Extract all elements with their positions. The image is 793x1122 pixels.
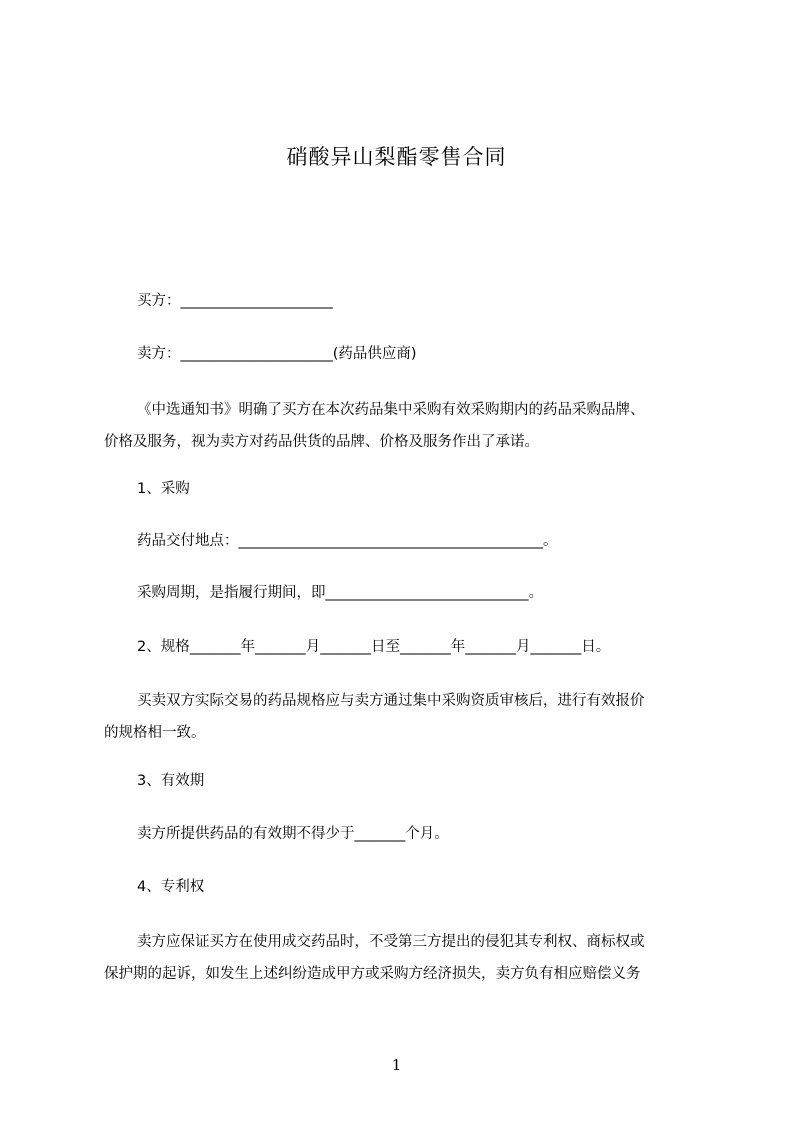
section-2-heading: 2、规格_______年_______月_______日至_______年_______月_______日。 — [137, 639, 611, 655]
section-3-heading: 3、有效期 — [137, 773, 205, 789]
page-number: 1 — [391, 1056, 402, 1074]
buyer-line: 买方：_____________________ — [137, 293, 333, 309]
spec-paragraph — [104, 685, 694, 749]
section-1-heading: 1、采购 — [137, 481, 190, 497]
spec-line-1: 买卖双方实际交易的药品规格应与卖方通过集中采购资质审核后，进行有效报价 — [137, 693, 645, 709]
intro-line-1: 《中选通知书》明确了买方在本次药品集中采购有效采购期内的药品采购品牌、 — [137, 402, 645, 418]
intro-line-2: 价格及服务，视为卖方对药品供货的品牌、价格及服务作出了承诺。 — [104, 434, 539, 450]
patent-paragraph — [104, 926, 694, 990]
spec-line-2: 的规格相一致。 — [104, 725, 206, 741]
seller-line: 卖方：_____________________(药品供应商) — [137, 346, 417, 362]
patent-line-2: 保护期的起诉，如发生上述纠纷造成甲方或采购方经济损失，卖方负有相应赔偿义务 — [104, 966, 641, 982]
document-title: 硝酸异山梨酯零售合同 — [286, 145, 507, 169]
patent-line-1: 卖方应保证买方在使用成交药品时，不受第三方提出的侵犯其专利权、商标权或 — [137, 934, 645, 950]
procurement-period-line: 采购周期，是指履行期间，即____________________________。 — [137, 585, 543, 601]
delivery-location-line: 药品交付地点：__________________________________________。 — [137, 533, 558, 549]
validity-line: 卖方所提供药品的有效期不得少于_______个月。 — [137, 826, 449, 842]
section-4-heading: 4、专利权 — [137, 879, 205, 895]
intro-paragraph — [104, 394, 694, 458]
